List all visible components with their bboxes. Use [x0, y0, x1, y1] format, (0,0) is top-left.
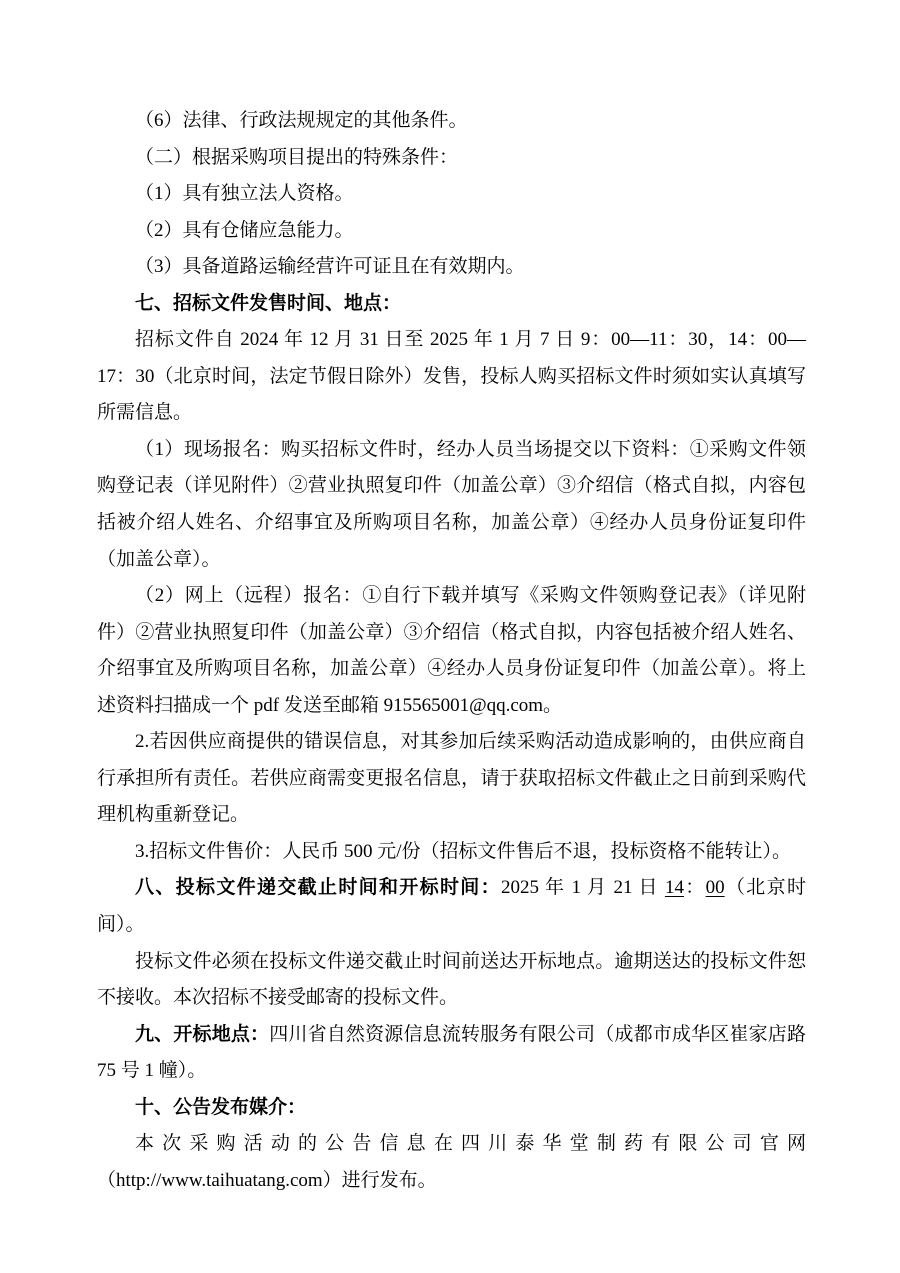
online-registration-paragraph: （2）网上（远程）报名：①自行下载并填写《采购文件领购登记表》（详见附件）②营业执照复印件（加盖公章）③介绍信（格式自拟，内容包括被介绍人姓名、介绍事宜及所购项目名称，加盖公章）④经办人员身份证复印件（加盖公章）。将上述资料扫描成一个 pdf 发送至邮箱 915565001@qq.com。 — [97, 585, 806, 716]
opening-location-text: 四川省自然资源信息流转服务有限公司（成都市成华区崔家店路 75 号 1 幢）。 — [97, 1023, 806, 1082]
section-7-heading: 七、招标文件发售时间、地点： — [135, 292, 402, 314]
announcement-media-paragraph: 本次采购活动的公告信息在四川泰华堂制药有限公司官网（http://www.taihuatang.com）进行发布。 — [97, 1133, 806, 1191]
supplier-liability-paragraph: 2.若因供应商提供的错误信息，对其参加后续采购活动造成影响的，由供应商自行承担所有责任。若供应商需变更报名信息，请于获取招标文件截止之日前到采购代理机构重新登记。 — [97, 731, 806, 826]
deadline-hour: 14 — [664, 877, 684, 899]
condition-item-6: （6）法律、行政法规规定的其他条件。 — [135, 110, 468, 131]
deadline-minute: 00 — [705, 877, 725, 899]
sale-time-paragraph: 招标文件自 2024 年 12 月 31 日至 2025 年 1 月 7 日 9：00—11：30，14：00—17：30（北京时间，法定节假日除外）发售，投标人购买招标文件时须如实认真填写所需信息。 — [97, 329, 806, 424]
special-condition-1: （1）具有独立法人资格。 — [135, 183, 354, 205]
document-price-paragraph: 3.招标文件售价：人民币 500 元/份（招标文件售后不退，投标资格不能转让）。 — [135, 840, 792, 862]
submission-requirement-paragraph: 投标文件必须在投标文件递交截止时间前送达开标地点。逾期送达的投标文件恕不接收。本次招标不接受邮寄的投标文件。 — [97, 950, 806, 1009]
section-8-heading: 八、投标文件递交截止时间和开标时间： — [135, 877, 501, 899]
special-condition-2: （2）具有仓储应急能力。 — [135, 219, 354, 241]
deadline-colon: ： — [683, 877, 706, 899]
section-9-heading: 九、开标地点： — [135, 1023, 270, 1045]
deadline-date: 2025 年 1 月 21 日 — [500, 877, 665, 899]
onsite-registration-paragraph: （1）现场报名：购买招标文件时，经办人员当场提交以下资料：①采购文件领购登记表（详见附件）②营业执照复印件（加盖公章）③介绍信（格式自拟，内容包括被介绍人姓名、介绍事宜及所购项目名称，加盖公章）④经办人员身份证复印件（加盖公章）。 — [97, 438, 806, 570]
special-condition-3: （3）具备道路运输经营许可证且在有效期内。 — [135, 256, 525, 278]
special-conditions-heading: （二）根据采购项目提出的特殊条件： — [135, 146, 459, 168]
section-10-heading: 十、公告发布媒介： — [135, 1096, 307, 1118]
section-8-deadline-paragraph — [97, 870, 806, 943]
section-9-opening-location-paragraph — [97, 1017, 806, 1090]
deadline-timezone: （北京时间）。 — [97, 877, 806, 936]
